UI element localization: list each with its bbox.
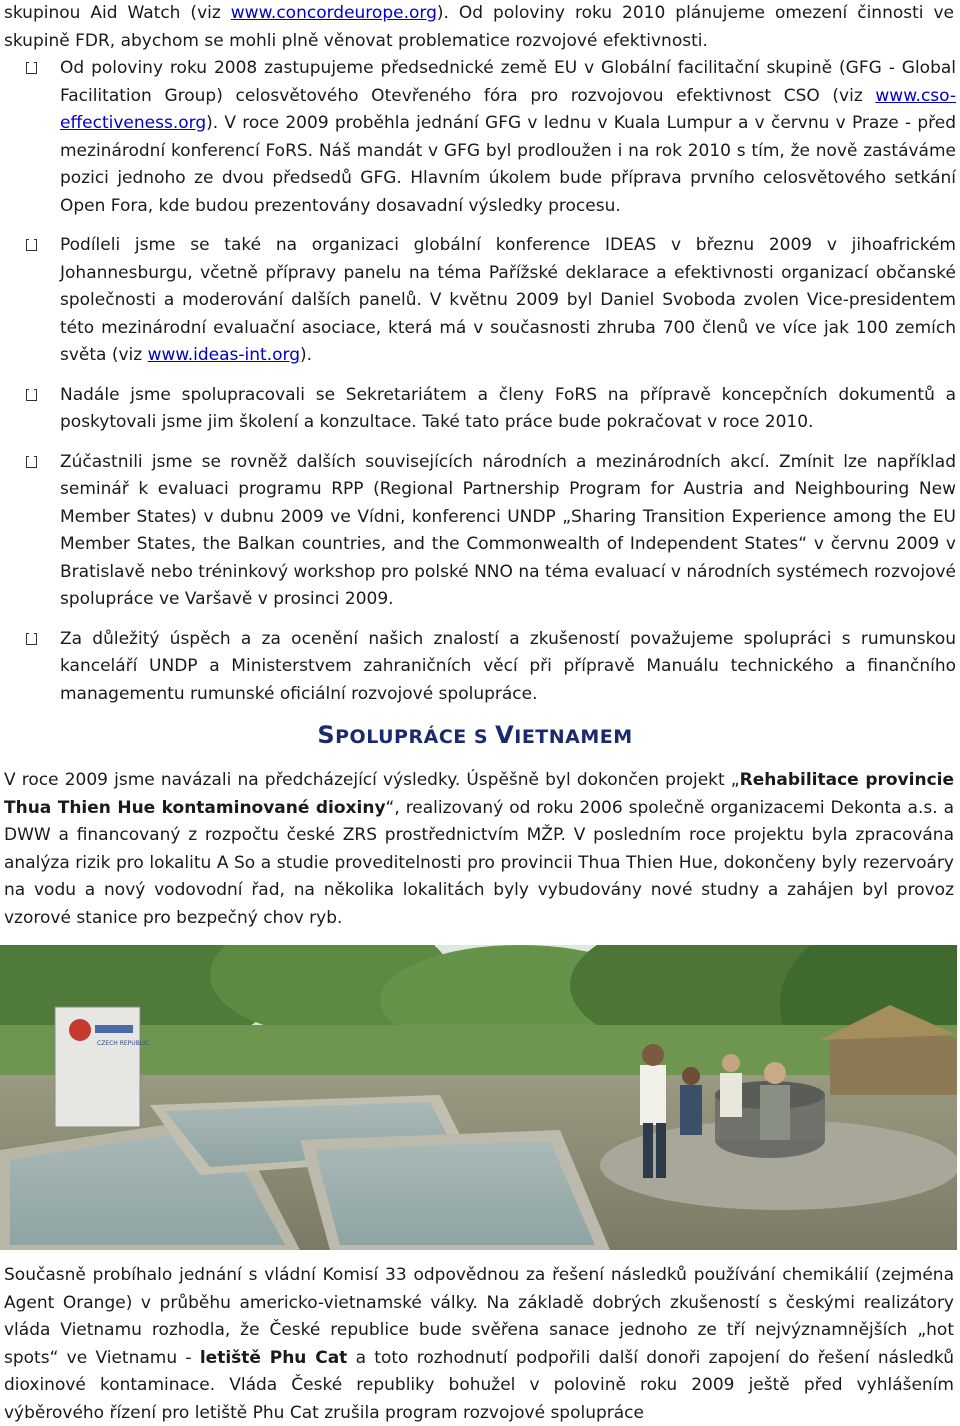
project-name-bold: Rehabilitace provincie Thua Thien Hue kontaminované dioxiny — [4, 770, 955, 818]
list-item — [4, 55, 956, 220]
para2-text-2: a toto rozhodnutí podpořili další donoři zapojení do řešení následků dioxinové kontaminace. Vláda České republiky bohužel v polovině roku 2009 ještě před vyhlášením výběrového řízení pro letiště Phu Cat zrušila program rozvojové spolupráce — [4, 1347, 954, 1423]
bullet-text: Zúčastnili jsme se rovněž dalších souvisejících národních a mezinárodních akcí. Zmínit lze například seminář k evaluaci programu RPP (Regional Partnership Program for Austria and Neighbouring New Member States) v dubnu 2009 ve Vídni, konferenci UNDP „Sharing Transition Experience among the EU Member States, the Balkan countries, and the Commonwealth of Independent States“ v červnu 2009 v Bratislavě nebo tréninkový workshop pro polské NNO na téma evaluací v národních systémech rozvojové spolupráce ve Varšavě v prosinci 2009. — [60, 451, 956, 609]
vietnam-project-photo — [0, 945, 957, 1250]
bullet-list — [4, 55, 956, 720]
para1-text: V roce 2009 jsme navázali na předcházející výsledky. Úspěšně byl dokončen projekt „ — [4, 770, 740, 790]
vietnam-paragraph-2 — [4, 1262, 954, 1426]
list-item — [4, 232, 956, 370]
bullet-box-icon — [26, 62, 37, 74]
heading-initial-s: S — [317, 721, 336, 749]
bullet-box-icon — [26, 239, 37, 251]
bullet-box-icon — [26, 456, 37, 468]
bullet-box-icon — [26, 633, 37, 645]
cso-effectiveness-link[interactable]: www.cso-effectiveness.org — [60, 85, 956, 133]
bullet-text: ). V roce 2009 proběhla jednání GFG v lednu v Kuala Lumpur a v červnu v Praze - před mezinárodní konferencí FoRS. Náš mandát v GFG byl prodloužen i na rok 2010 s tím, že nově zastáváme pozici jednoho ze dvou předsedů GFG. Hlavním úkolem bude příprava prvního celosvětového setkání Open Fora, kde budou prezentovány dosavadní výsledky procesu. — [60, 113, 956, 216]
photo-illustration — [0, 945, 957, 1250]
para1-text-2: “, realizovaný od roku 2006 společně organizacemi Dekonta a.s. a DWW a financovaný z rozpočtu české ZRS prostřednictvím MŽP. V posledním roce projektu byla zpracována analýza rizik pro lokalitu A So a studie proveditelnosti pro provincii Thua Thien Hue, dokončeny byly rezervoáry na vodu a nový vodovodní řad, na několika lokalitách byly vybudovány nové studny a zahájen byl provoz vzorové stanice pro bezpečný chov ryb. — [4, 797, 954, 928]
concordeurope-link[interactable]: www.concordeurope.org — [230, 3, 437, 23]
intro-text-before: skupinou Aid Watch (viz — [4, 3, 231, 23]
bullet-text: Za důležitý úspěch a za ocenění našich znalostí a zkušeností považujeme spolupráci s rumunskou kanceláří UNDP a Ministerstvem zahraničních věcí při přípravě Manuálu technického a finančního managementu rumunské oficiální rozvojové spolupráce. — [60, 628, 956, 704]
bullet-box-icon — [26, 389, 37, 401]
intro-paragraph — [4, 0, 954, 55]
phu-cat-bold: letiště Phu Cat — [199, 1347, 348, 1368]
bullet-text: Podíleli jsme se také na organizaci globální konference IDEAS v březnu 2009 v jihoafrickém Johannesburgu, včetně přípravy panelu na téma Pařížské deklarace a efektivnosti organizací občanské společnosti a moderování dalších panelů. V květnu 2009 byl Daniel Svoboda zvolen Vice-presidentem této mezinárodní evaluační asociace, která má v současnosti zhruba 700 členů ve více jak 100 zemích světa (viz — [60, 235, 956, 365]
intro-text-after: ). Od poloviny roku 2010 plánujeme omezení činnosti ve skupině FDR, abychom se mohli plně věnovat problematice rozvojové efektivnosti. — [4, 3, 954, 51]
list-item — [4, 626, 956, 709]
bullet-text: ). — [300, 345, 313, 365]
section-heading — [0, 718, 950, 754]
list-item — [4, 449, 956, 614]
heading-initial-v: V — [495, 721, 515, 749]
bullet-text: Od poloviny roku 2008 zastupujeme předsednické země EU v Globální facilitační skupině (GFG - Global Facilitation Group) celosvětového Otevřeného fóra pro rozvojovou efektivnost CSO (viz — [60, 58, 956, 106]
bullet-text: Nadále jsme spolupracovali se Sekretariátem a členy FoRS na přípravě koncepčních dokumentů a poskytovali jsme jim školení a konzultace. Také tato práce bude pokračovat v roce 2010. — [60, 384, 956, 432]
heading-rest-2: IETNAMEM — [514, 726, 633, 748]
list-item — [4, 382, 956, 437]
vietnam-paragraph-1 — [4, 767, 954, 932]
heading-rest-1: POLUPRÁCE S — [335, 726, 496, 748]
ideas-int-link[interactable]: www.ideas-int.org — [147, 345, 300, 365]
para2-text: Současně probíhalo jednání s vládní Komisí 33 odpovědnou za řešení následků používání chemikálií (zejména Agent Orange) v průběhu americko-vietnamské války. Na základě dobrých zkušeností s českými realizátory vláda Vietnamu rozhodla, že České republice bude svěřena sanace jednoho ze tří nejvýznamnějších „hot spots“ ve Vietnamu - — [4, 1265, 954, 1368]
sign-text: CZECH REPUBLIC — [97, 1040, 150, 1047]
